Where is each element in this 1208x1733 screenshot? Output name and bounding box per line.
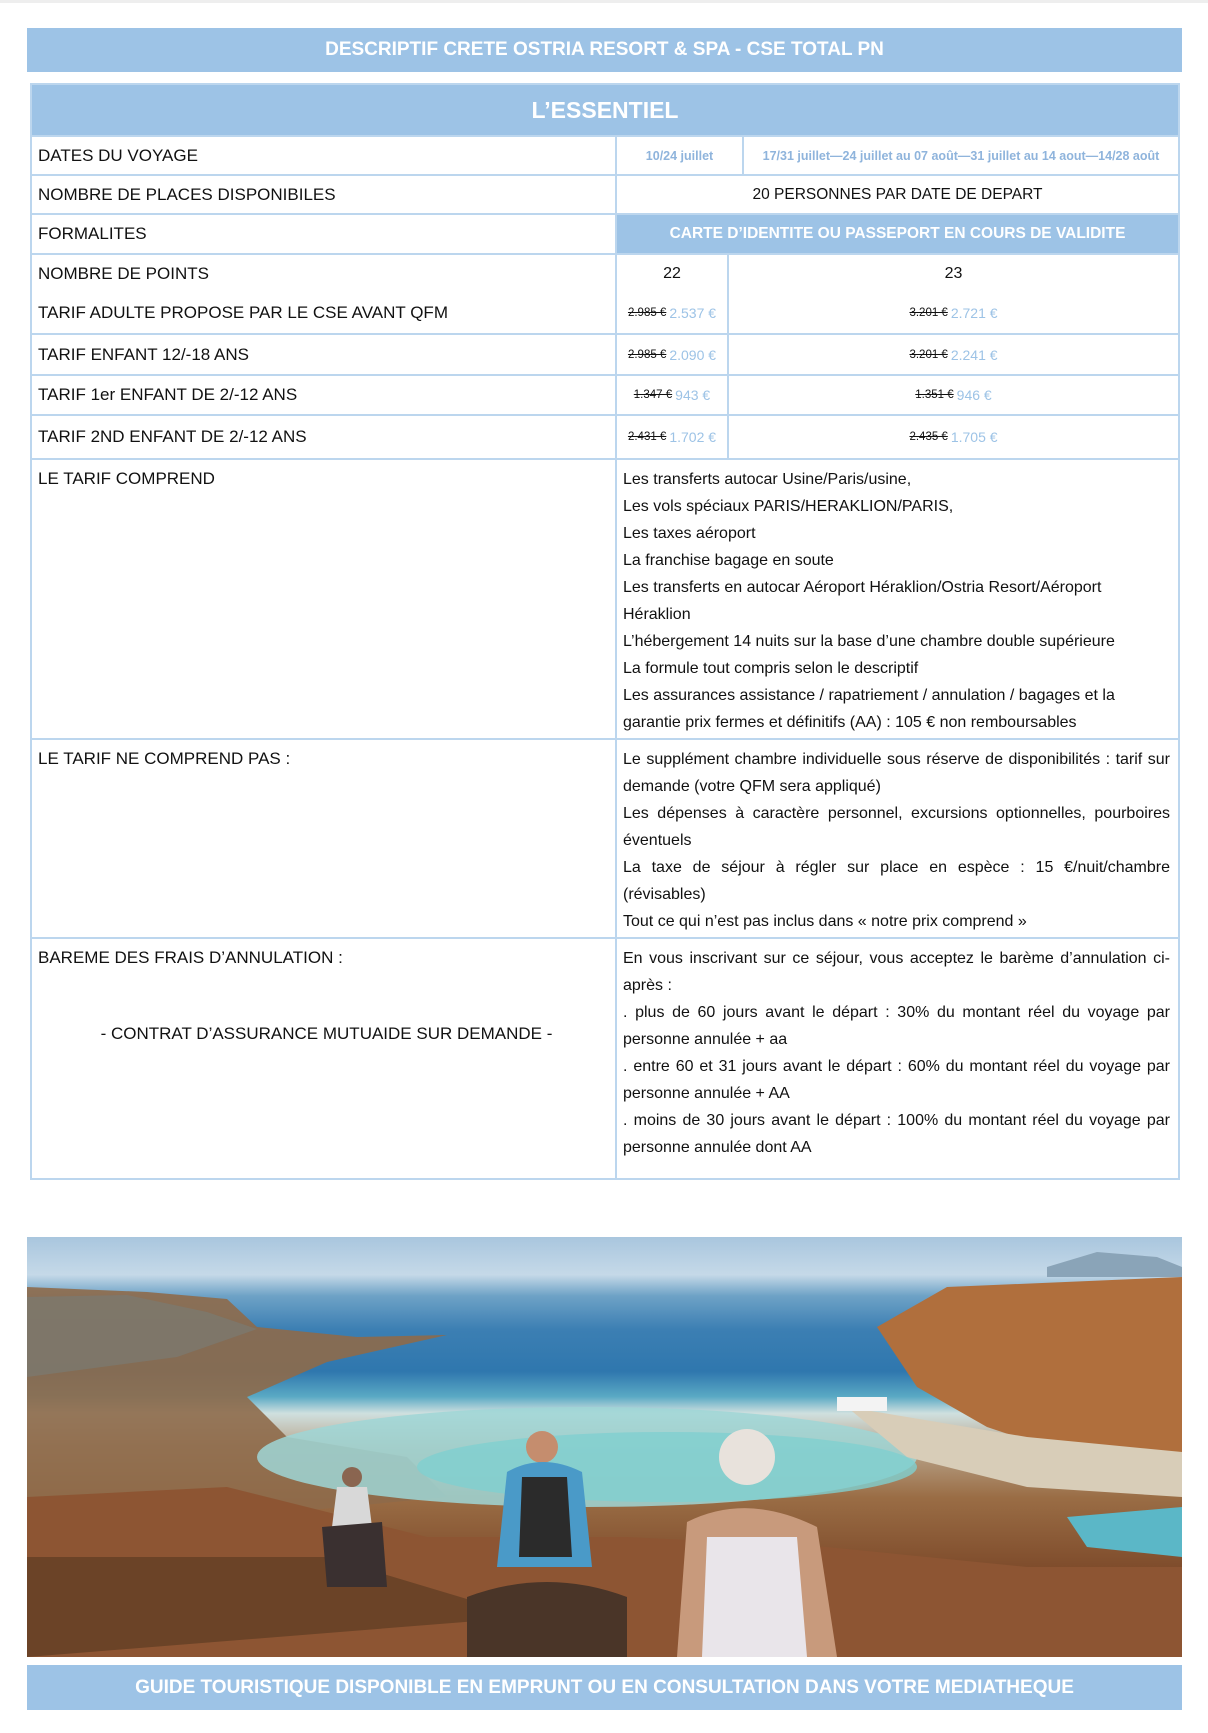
price-cell-1 bbox=[617, 376, 729, 414]
old-price: 1.347 € bbox=[633, 389, 673, 401]
list-item: Les assurances assistance / rapatriement / annulation / bagages et la garantie prix fermes et définitifs (AA) : 105 € non remboursables bbox=[623, 687, 1115, 731]
list-item: . entre 60 et 31 jours avant le départ : 60% du montant réel du voyage par personne annulée + AA bbox=[623, 1058, 1170, 1102]
list-item: Les dépenses à caractère personnel, excursions optionnelles, pourboires éventuels bbox=[623, 805, 1170, 849]
new-price: 2.241 € bbox=[950, 346, 998, 363]
points-1: 22 bbox=[617, 255, 729, 292]
price-cell-1 bbox=[617, 292, 729, 333]
old-price: 1.351 € bbox=[915, 389, 954, 401]
row-label: FORMALITES bbox=[32, 215, 617, 253]
row-label bbox=[32, 939, 617, 1178]
price-cell-1 bbox=[617, 416, 729, 458]
new-price: 2.537 € bbox=[669, 304, 717, 321]
list-item: La taxe de séjour à régler sur place en espèce : 15 €/nuit/chambre (révisables) bbox=[623, 859, 1170, 903]
included-list bbox=[617, 460, 1178, 738]
row-label: LE TARIF NE COMPREND PAS : bbox=[32, 740, 617, 937]
row-price bbox=[32, 414, 1178, 458]
old-price: 2.431 € bbox=[627, 431, 667, 443]
row-price bbox=[32, 292, 1178, 333]
list-item: Tout ce qui n’est pas inclus dans « notre prix comprend » bbox=[623, 913, 1027, 930]
list-item: Les transferts autocar Usine/Paris/usine, bbox=[623, 471, 912, 488]
row-places bbox=[32, 174, 1178, 213]
footer-banner: GUIDE TOURISTIQUE DISPONIBLE EN EMPRUNT OU EN CONSULTATION DANS VOTRE MEDIATHEQUE bbox=[27, 1665, 1182, 1710]
price-cell-2 bbox=[729, 292, 1178, 333]
row-ne-comprend bbox=[32, 738, 1178, 937]
row-points bbox=[32, 253, 1178, 292]
essentials-table bbox=[30, 83, 1180, 1180]
list-item: En vous inscrivant sur ce séjour, vous acceptez le barème d’annulation ci-après : bbox=[623, 950, 1170, 994]
row-bareme bbox=[32, 937, 1178, 1178]
row-price bbox=[32, 374, 1178, 414]
list-item: La franchise bagage en soute bbox=[623, 552, 834, 569]
old-price: 2.985 € bbox=[627, 306, 667, 319]
formalites-value: CARTE D’IDENTITE OU PASSEPORT EN COURS DE VALIDITE bbox=[617, 215, 1178, 253]
date-1: 10/24 juillet bbox=[617, 137, 744, 174]
places-value: 20 PERSONNES PAR DATE DE DEPART bbox=[752, 185, 1043, 203]
new-price: 943 € bbox=[675, 387, 711, 403]
excluded-list bbox=[617, 740, 1178, 937]
row-label: DATES DU VOYAGE bbox=[32, 137, 617, 174]
list-item: Les taxes aéroport bbox=[623, 525, 756, 542]
section-title: L’ESSENTIEL bbox=[32, 85, 1178, 135]
row-dates bbox=[32, 135, 1178, 174]
row-label: TARIF 2ND ENFANT DE 2/-12 ANS bbox=[32, 416, 617, 458]
list-item: La formule tout compris selon le descriptif bbox=[623, 660, 919, 677]
row-comprend bbox=[32, 458, 1178, 738]
list-item: . moins de 30 jours avant le départ : 100% du montant réel du voyage par personne annulée dont AA bbox=[623, 1112, 1170, 1156]
price-cell-1 bbox=[617, 335, 729, 374]
row-label: NOMBRE DE PLACES DISPONIBILES bbox=[32, 176, 617, 213]
list-item: L’hébergement 14 nuits sur la base d’une chambre double supérieure bbox=[623, 633, 1115, 650]
insurance-contract-note: - CONTRAT D’ASSURANCE MUTUAIDE SUR DEMANDE - bbox=[100, 1024, 553, 1043]
row-label: TARIF ENFANT 12/-18 ANS bbox=[32, 335, 617, 374]
points-2: 23 bbox=[944, 264, 963, 282]
old-price: 3.201 € bbox=[909, 348, 948, 361]
list-item: Le supplément chambre individuelle sous réserve de disponibilités : tarif sur demande (votre QFM sera appliqué) bbox=[623, 751, 1170, 795]
new-price: 2.090 € bbox=[669, 346, 717, 363]
new-price: 946 € bbox=[956, 387, 992, 403]
row-formalites bbox=[32, 213, 1178, 253]
bareme-label: BAREME DES FRAIS D’ANNULATION : bbox=[38, 948, 343, 967]
new-price: 1.705 € bbox=[950, 429, 998, 445]
row-price bbox=[32, 333, 1178, 374]
price-cell-2 bbox=[729, 416, 1178, 458]
row-label: TARIF ADULTE PROPOSE PAR LE CSE AVANT QFM bbox=[32, 292, 617, 333]
top-rule bbox=[0, 0, 1208, 3]
new-price: 1.702 € bbox=[669, 429, 717, 445]
list-item: . plus de 60 jours avant le départ : 30% du montant réel du voyage par personne annulée + aa bbox=[623, 1004, 1170, 1048]
old-price: 3.201 € bbox=[909, 306, 948, 319]
cancellation-list bbox=[617, 939, 1178, 1178]
row-label: TARIF 1er ENFANT DE 2/-12 ANS bbox=[32, 376, 617, 414]
row-label: NOMBRE DE POINTS bbox=[32, 255, 617, 292]
old-price: 2.435 € bbox=[909, 431, 948, 443]
crete-landscape-photo bbox=[27, 1237, 1182, 1657]
list-item: Les vols spéciaux PARIS/HERAKLION/PARIS, bbox=[623, 498, 954, 515]
row-label: LE TARIF COMPREND bbox=[32, 460, 617, 738]
price-cell-2 bbox=[729, 376, 1178, 414]
old-price: 2.985 € bbox=[627, 348, 667, 361]
new-price: 2.721 € bbox=[950, 304, 998, 321]
date-2: 17/31 juillet—24 juillet au 07 août—31 juillet au 14 aout—14/28 août bbox=[762, 148, 1160, 163]
price-cell-2 bbox=[729, 335, 1178, 374]
document-title: DESCRIPTIF CRETE OSTRIA RESORT & SPA - CSE TOTAL PN bbox=[27, 28, 1182, 72]
list-item: Les transferts en autocar Aéroport Héraklion/Ostria Resort/Aéroport Héraklion bbox=[623, 579, 1102, 623]
